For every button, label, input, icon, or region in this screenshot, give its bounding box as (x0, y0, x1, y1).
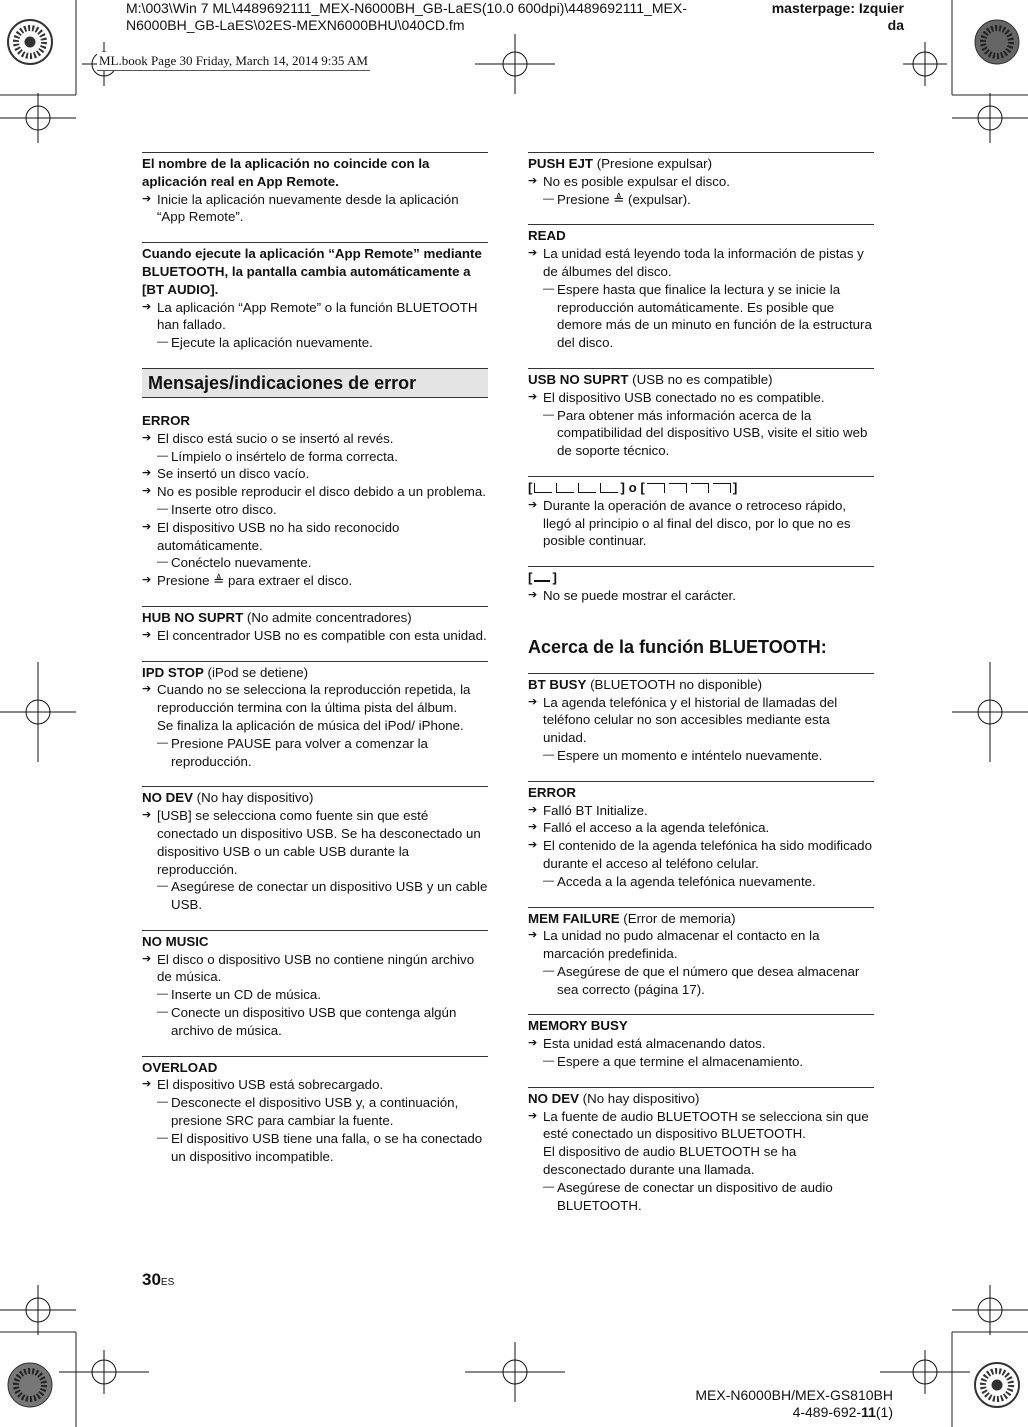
remedy-item: — Asegúrese de que el número que desea almacenar sea correcto (página 17). (528, 963, 874, 999)
part-number-revision: 11 (861, 1404, 876, 1420)
entry-no-dev-bt (528, 1087, 874, 1215)
remedy-item: — Presione PAUSE para volver a comenzar la reproducción. (142, 735, 488, 771)
segment-start-icon (600, 483, 618, 493)
entry-title (528, 1090, 874, 1108)
entry-desc: (No hay dispositivo) (578, 1090, 700, 1106)
model-line-2 (600, 1404, 893, 1421)
cause-item: ➔ La unidad no pudo almacenar el contacto en la marcación predefinida. (528, 927, 874, 963)
entry-memory-busy (528, 1014, 874, 1070)
cause-item: ➔ No es posible reproducir el disco debido a un problema. (142, 483, 488, 501)
cause-item: ➔ Falló BT Initialize. (528, 802, 874, 820)
cause-item: ➔ Inicie la aplicación nuevamente desde la aplicación “App Remote”. (142, 191, 488, 227)
entry-app-remote-bt (142, 242, 488, 352)
bracket-open: [ (640, 479, 645, 495)
entry-desc: (USB no es compatible) (628, 371, 773, 387)
entry-title (528, 479, 874, 497)
path-line-2: N6000BH_GB-LaES\02ES-MEXN6000BHU\040CD.fm (126, 17, 465, 33)
entry-ipd-stop (142, 661, 488, 771)
remedy-item: — Asegúrese de conectar un dispositivo de audio BLUETOOTH. (528, 1179, 874, 1215)
entry-blank-char (528, 566, 874, 605)
entry-code: HUB NO SUPRT (142, 609, 244, 625)
remedy-item: — Ejecute la aplicación nuevamente. (142, 334, 488, 352)
model-info (600, 1387, 893, 1421)
cause-item: ➔ El concentrador USB no es compatible con esta unidad. (142, 627, 488, 645)
entry-title (528, 569, 874, 587)
entry-desc: (No admite concentradores) (243, 609, 412, 625)
part-number-prefix: 4-489-692- (792, 1404, 862, 1420)
remedy-item: — Desconecte el dispositivo USB y, a continuación, presione SRC para cambiar la fuente. (142, 1094, 488, 1130)
entry-bt-error (528, 781, 874, 891)
book-info: ML.book Page 30 Friday, March 14, 2014 9:35 AM (97, 52, 370, 71)
cause-item: ➔ Presione ≜ para extraer el disco. (142, 572, 488, 590)
cause-item: ➔ [USB] se selecciona como fuente sin que esté conectado un dispositivo USB. Se ha desconectado un dispositivo USB o un cable USB durante la reproducción. (142, 807, 488, 878)
cause-item: ➔ Falló el acceso a la agenda telefónica. (528, 819, 874, 837)
bracket-open: [ (528, 570, 533, 586)
remedy-item: — Conéctelo nuevamente. (142, 554, 488, 572)
remedy-item: — Espere hasta que finalice la lectura y se inicie la reproducción automáticamente. Es posible que demore más de un minuto en función de la estructura del disco. (528, 281, 874, 352)
entry-code: IPD STOP (142, 664, 204, 680)
masterpage-line-2: da (887, 17, 904, 33)
underscore-icon (534, 571, 550, 582)
cause-item: ➔ El contenido de la agenda telefónica ha sido modificado durante el acceso al teléfono celular. (528, 837, 874, 873)
conjunction: o (624, 479, 641, 495)
entry-read (528, 224, 874, 352)
entry-title: ERROR (142, 412, 191, 428)
entry-desc: (BLUETOOTH no disponible) (586, 676, 763, 692)
remedy-item: — Espere a que termine el almacenamiento. (528, 1053, 874, 1071)
segment-start-icon (534, 483, 552, 493)
entry-title (142, 609, 488, 627)
entry-desc: (No hay dispositivo) (192, 790, 314, 806)
entry-code: PUSH EJT (528, 156, 594, 171)
cause-item: ➔ El disco está sucio o se insertó al revés. (142, 430, 488, 448)
remedy-item: — Inserte otro disco. (142, 501, 488, 519)
cause-item: ➔ La unidad está leyendo toda la información de pistas y de álbumes del disco. (528, 245, 874, 281)
cause-item: ➔ La aplicación “App Remote” o la función BLUETOOTH han fallado. (142, 299, 488, 335)
entry-title: OVERLOAD (142, 1059, 218, 1075)
segment-end-icon (691, 483, 709, 493)
remedy-item: — El dispositivo USB tiene una falla, o se ha conectado un dispositivo incompatible. (142, 1130, 488, 1166)
page-number (142, 1270, 174, 1290)
bracket-close: ] (552, 570, 557, 586)
remedy-item: — Límpielo o insértelo de forma correcta. (142, 448, 488, 466)
entry-code: USB NO SUPRT (528, 371, 629, 387)
bracket-close: ] (732, 479, 738, 495)
cause-item: ➔ El disco o dispositivo USB no contiene ningún archivo de música. (142, 951, 488, 987)
remedy-item: — Acceda a la agenda telefónica nuevamente. (528, 873, 874, 891)
entry-code: NO DEV (142, 790, 193, 806)
page-number-value: 30 (142, 1270, 161, 1289)
entry-title: NO MUSIC (142, 933, 209, 949)
entry-title (528, 910, 874, 928)
entry-code: BT BUSY (528, 676, 587, 692)
entry-title: MEMORY BUSY (528, 1018, 628, 1034)
entry-usb-no-suprt (528, 368, 874, 460)
entry-app-name-mismatch (142, 152, 488, 226)
file-path-header (126, 0, 726, 34)
bracket-open: [ (528, 479, 533, 495)
part-number-suffix: (1) (875, 1404, 893, 1420)
cause-item: ➔ El dispositivo USB conectado no es compatible. (528, 389, 874, 407)
segment-end-icon (669, 483, 687, 493)
entry-code: NO DEV (528, 1090, 579, 1106)
entry-error (142, 412, 488, 590)
entry-title (528, 676, 874, 694)
entry-desc: (iPod se detiene) (203, 664, 309, 680)
entry-title (142, 664, 488, 682)
page-language-suffix: ES (160, 1277, 175, 1288)
cause-item: ➔ El dispositivo USB no ha sido reconocido automáticamente. (142, 519, 488, 555)
entry-bt-busy (528, 673, 874, 765)
entry-title: READ (528, 228, 566, 244)
cause-item: ➔ No es posible expulsar el disco. (528, 173, 874, 191)
entry-title: El nombre de la aplicación no coincide con la aplicación real en App Remote. (142, 156, 430, 189)
entry-overload (142, 1056, 488, 1166)
remedy-item: — Inserte un CD de música. (142, 986, 488, 1004)
entry-title (528, 155, 874, 173)
cause-item: ➔ Cuando no se selecciona la reproducción repetida, la reproducción termina con la última pista del álbum. (142, 681, 488, 717)
entry-title: ERROR (528, 784, 577, 800)
cause-item: ➔ El dispositivo USB está sobrecargado. (142, 1076, 488, 1094)
remedy-item: — Para obtener más información acerca de la compatibilidad del dispositivo USB, visite el sitio web de soporte técnico. (528, 407, 874, 460)
masterpage-label (744, 0, 904, 34)
bracket-close: ] (620, 479, 625, 495)
right-column (528, 152, 874, 1230)
segment-end-icon (647, 483, 665, 493)
cause-item: ➔ La agenda telefónica y el historial de llamadas del teléfono celular no son accesibles mediante esta unidad. (528, 694, 874, 747)
entry-no-dev-usb (142, 786, 488, 914)
left-column (142, 152, 488, 1181)
cause-item: ➔ Se insertó un disco vacío. (142, 465, 488, 483)
section-heading-bluetooth: Acerca de la función BLUETOOTH: (528, 636, 827, 657)
section-heading-errors: Mensajes/indicaciones de error (142, 368, 488, 398)
remedy-item: — Conecte un dispositivo USB que contenga algún archivo de música. (142, 1004, 488, 1040)
segment-start-icon (578, 483, 596, 493)
model-line-1: MEX-N6000BH/MEX-GS810BH (695, 1387, 893, 1403)
entry-no-music (142, 930, 488, 1040)
cause-continuation: Se finaliza la aplicación de música del iPod/ iPhone. (157, 717, 464, 733)
path-line-1: M:\003\Win 7 ML\4489692111_MEX-N6000BH_GB-LaES(10.0 600dpi)\4489692111_MEX- (126, 0, 687, 16)
cause-item: ➔ Esta unidad está almacenando datos. (528, 1035, 874, 1053)
remedy-item: — Espere un momento e inténtelo nuevamente. (528, 747, 874, 765)
cause-continuation: El dispositivo de audio BLUETOOTH se ha desconectado durante una llamada. (543, 1144, 797, 1178)
cause-item: ➔ La fuente de audio BLUETOOTH se selecciona sin que esté conectado un dispositivo BLUETOOTH. (528, 1108, 874, 1144)
entry-code: MEM FAILURE (528, 910, 620, 926)
entry-title (528, 371, 874, 389)
remedy-item: — Presione ≜ (expulsar). (528, 191, 874, 209)
entry-hub-no-suprt (142, 606, 488, 645)
entry-mem-failure (528, 907, 874, 999)
masterpage-line-1: masterpage: Izquier (771, 0, 904, 16)
segment-end-icon (713, 483, 731, 493)
entry-segment-indicators (528, 476, 874, 550)
segment-start-icon (556, 483, 574, 493)
entry-title: Cuando ejecute la aplicación “App Remote” mediante BLUETOOTH, la pantalla cambia automáticamente a [BT AUDIO]. (142, 246, 482, 297)
remedy-item: — Asegúrese de conectar un dispositivo USB y un cable USB. (142, 878, 488, 914)
entry-push-ejt (528, 152, 874, 208)
entry-title (142, 789, 488, 807)
entry-desc: (Presione expulsar) (593, 156, 713, 171)
cause-item: ➔ Durante la operación de avance o retroceso rápido, llegó al principio o al final del disco, por lo que no es posible continuar. (528, 497, 874, 550)
entry-desc: (Error de memoria) (619, 910, 736, 926)
cause-item: ➔ No se puede mostrar el carácter. (528, 587, 874, 605)
